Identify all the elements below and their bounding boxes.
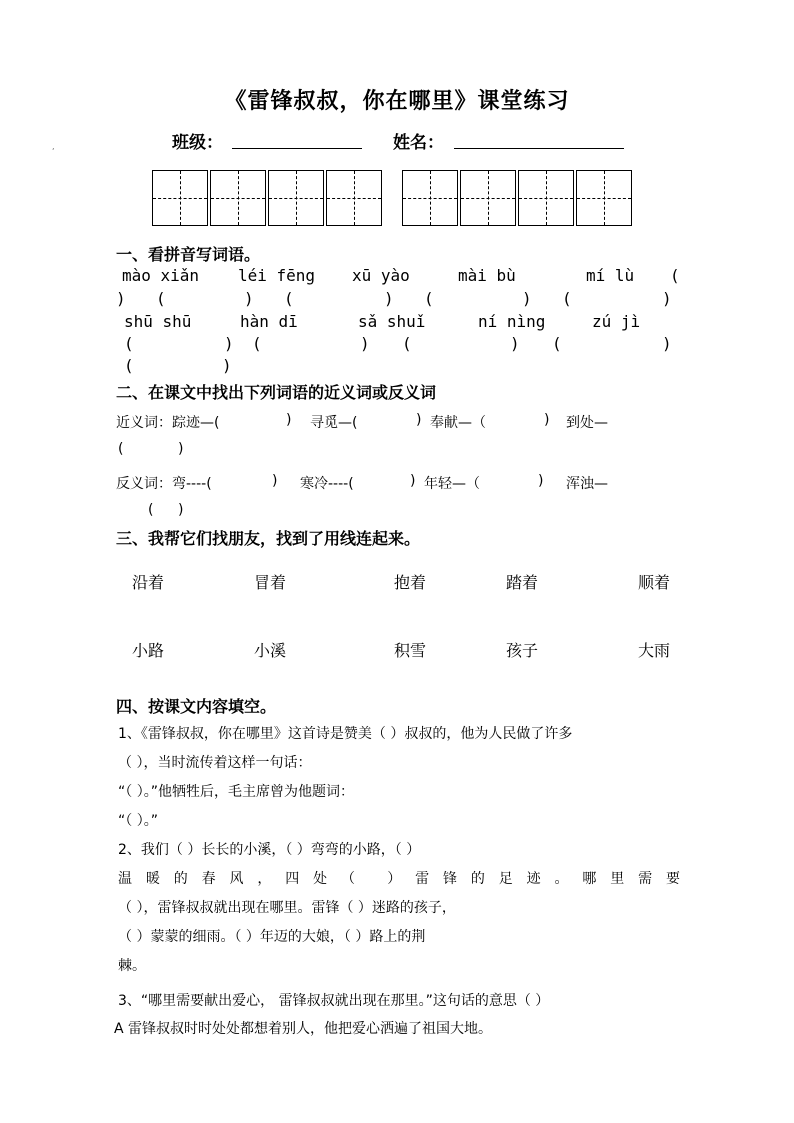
paren: ( <box>118 441 124 457</box>
section3-heading: 三、我帮它们找朋友，找到了用线连起来。 <box>116 529 421 548</box>
class-blank[interactable] <box>232 148 362 149</box>
pinyin: sǎ shuǐ <box>358 312 426 331</box>
grid-cell[interactable] <box>326 170 382 226</box>
paren: ( <box>156 289 166 308</box>
writing-grid-right <box>402 170 634 228</box>
section2-heading: 二、在课文中找出下列词语的近义词或反义词 <box>116 383 437 402</box>
page-title: 《雷锋叔叔，你在哪里》课堂练习 <box>224 89 570 114</box>
question-1 <box>118 720 680 836</box>
paren: ( <box>552 334 562 353</box>
question-3: 3、“哪里需要献出爱心， 雷锋叔叔就出现在那里。”这句话的意思（ ） <box>118 993 550 1009</box>
pinyin: hàn dī <box>240 312 298 331</box>
class-label: 班级： <box>172 133 223 153</box>
grid-cell[interactable] <box>576 170 632 226</box>
match-word-top[interactable]: 沿着 <box>132 573 165 592</box>
q2-line: 温暖的春风，四处（ ）雷锋的足迹。哪里需要 <box>118 871 680 887</box>
paren: ( <box>670 266 680 285</box>
synonym-item: 寻觅—( <box>310 415 358 431</box>
pinyin: mí lù <box>586 266 635 285</box>
paren: ( <box>562 289 572 308</box>
paren: ) <box>662 334 672 353</box>
q2-line: （ ），雷锋叔叔就出现在哪里。雷锋（ ）迷路的孩子， <box>118 900 456 916</box>
paren: ) <box>522 289 532 308</box>
synonym-item: 奉献—（ <box>430 415 486 431</box>
paren: ( <box>284 289 294 308</box>
writing-grid-left <box>152 170 384 228</box>
paren: ) <box>222 356 232 375</box>
grid-cell[interactable] <box>210 170 266 226</box>
grid-cell[interactable] <box>268 170 324 226</box>
paren: ) <box>662 289 672 308</box>
match-word-top[interactable]: 冒着 <box>254 573 287 592</box>
match-word-top[interactable]: 顺着 <box>638 573 671 592</box>
paren: ( <box>148 502 154 518</box>
paren: ( <box>424 289 434 308</box>
synonym-label: 近义词： <box>116 415 172 431</box>
paren: ( <box>124 334 134 353</box>
pinyin: léi fēng <box>238 266 316 285</box>
antonym-item: ) <box>538 473 544 489</box>
match-word-bottom[interactable]: 小溪 <box>254 641 287 660</box>
antonym-item: 弯----( <box>172 476 212 492</box>
grid-cell[interactable] <box>152 170 208 226</box>
grid-cell[interactable] <box>518 170 574 226</box>
q1-line: （ ），当时流传着这样一句话： <box>118 755 312 771</box>
synonym-item: 踪迹—( <box>172 415 220 431</box>
pinyin: ní nìng <box>478 312 546 331</box>
synonym-item: ) <box>416 412 422 428</box>
match-word-top[interactable]: 踏着 <box>506 573 539 592</box>
section4-heading: 四、按课文内容填空。 <box>116 697 277 716</box>
paren: ( <box>252 334 262 353</box>
match-word-bottom[interactable]: 小路 <box>132 641 165 660</box>
q1-line: 1、《雷锋叔叔，你在哪里》这首诗是赞美（ ）叔叔的，他为人民做了许多 <box>118 726 573 742</box>
antonym-item: 浑浊— <box>566 476 608 492</box>
pinyin: shū shū <box>124 312 192 331</box>
paren: ( <box>124 356 134 375</box>
synonym-item: ) <box>544 412 550 428</box>
antonym-label: 反义词： <box>116 476 172 492</box>
paren: ) <box>510 334 520 353</box>
paren: ( <box>402 334 412 353</box>
pinyin: zú jì <box>592 312 641 331</box>
antonym-item: 年轻—（ <box>424 476 480 492</box>
paren: ) <box>360 334 370 353</box>
paren: ) <box>116 289 126 308</box>
pinyin: mài bù <box>458 266 516 285</box>
q2-line: （ ）蒙蒙的细雨。（ ）年迈的大娘，（ ）路上的荆 <box>118 929 426 945</box>
paren: ) <box>178 441 184 457</box>
grid-cell[interactable] <box>402 170 458 226</box>
synonym-item: 到处— <box>566 415 608 431</box>
q2-line: 2、我们（ ）长长的小溪，（ ）弯弯的小路，（ ） <box>118 842 421 858</box>
paren: ) <box>384 289 394 308</box>
stray-mark: , <box>52 142 55 151</box>
paren: ) <box>224 334 234 353</box>
match-word-bottom[interactable]: 孩子 <box>506 641 539 660</box>
q2-line: 棘。 <box>118 958 146 974</box>
match-word-top[interactable]: 抱着 <box>394 573 427 592</box>
q1-line: “（ ）。” <box>118 813 158 829</box>
question-2 <box>118 836 680 981</box>
pinyin: xū yào <box>352 266 410 285</box>
name-blank[interactable] <box>454 148 624 149</box>
match-word-bottom[interactable]: 积雪 <box>394 641 427 660</box>
paren: ) <box>178 502 184 518</box>
antonym-item: ) <box>272 473 278 489</box>
antonym-item: ) <box>410 473 416 489</box>
name-label: 姓名： <box>393 133 444 153</box>
antonym-item: 寒冷----( <box>300 476 354 492</box>
match-word-bottom[interactable]: 大雨 <box>638 641 671 660</box>
synonym-item: ) <box>286 412 292 428</box>
grid-cell[interactable] <box>460 170 516 226</box>
paren: ) <box>244 289 254 308</box>
q1-line: “（ ）。”他牺牲后，毛主席曾为他题词： <box>118 784 354 800</box>
section1-heading: 一、看拼音写词语。 <box>116 245 261 264</box>
pinyin: mào xiǎn <box>122 266 200 285</box>
question-3-option-a: A 雷锋叔叔时时处处都想着别人，他把爱心洒遍了祖国大地。 <box>114 1021 493 1037</box>
